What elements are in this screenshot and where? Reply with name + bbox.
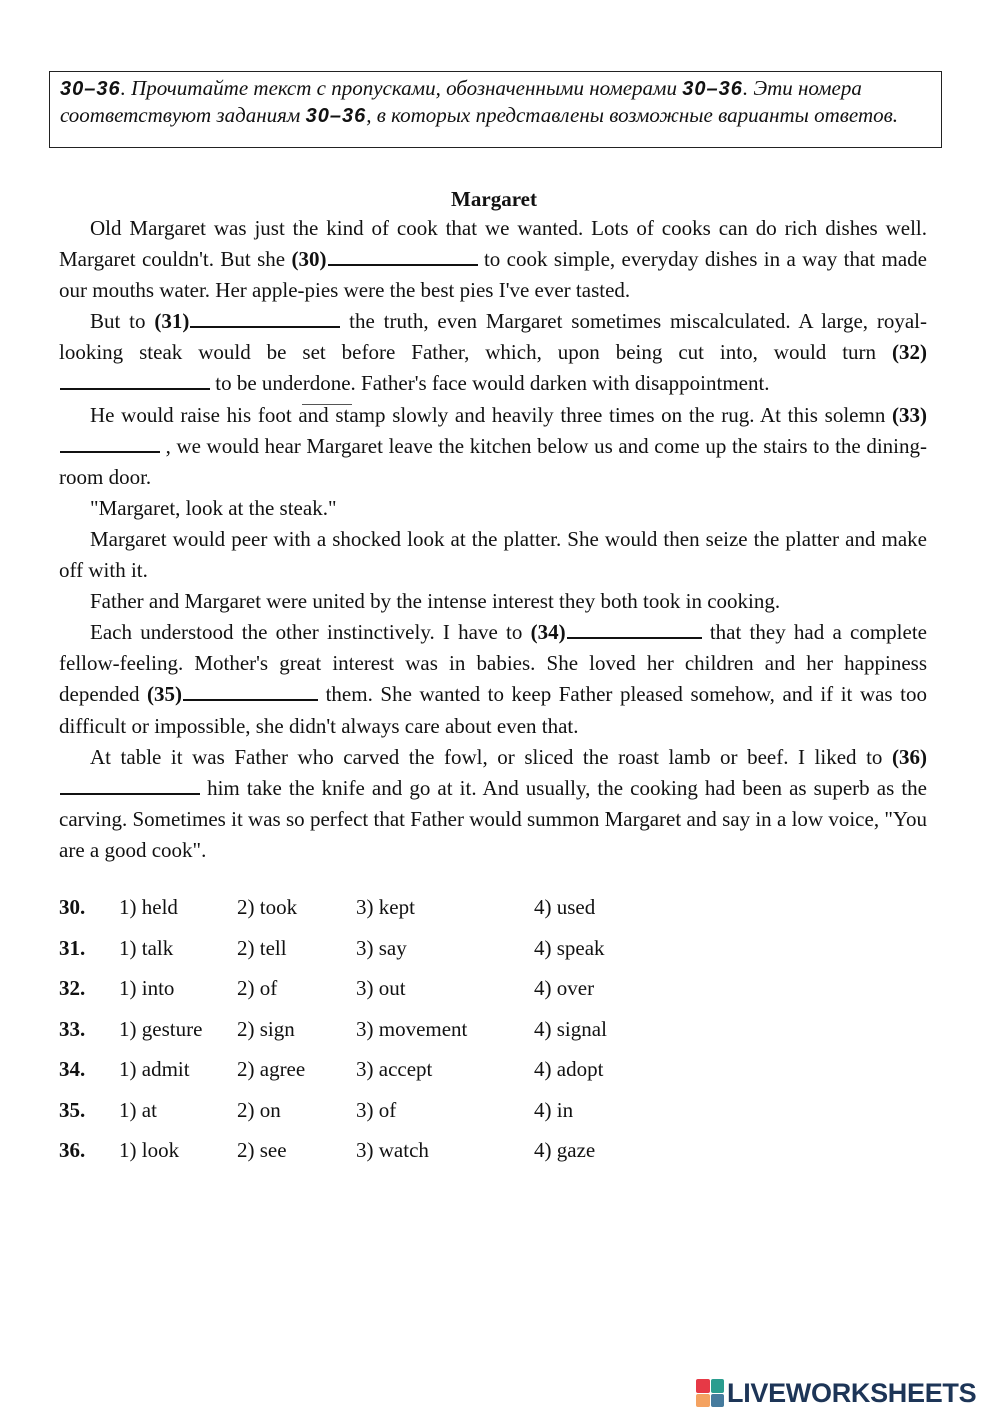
task-range: 30–36	[682, 78, 743, 100]
answer-option[interactable]: 2) sign	[237, 1016, 295, 1041]
text-span: He would raise his foot and stamp slowly and heavily three times on the rug. At this solemn	[90, 402, 892, 427]
gap-number-32: (32)	[892, 340, 927, 365]
option-row	[59, 1138, 679, 1179]
answer-option[interactable]: 1) gesture	[119, 1016, 203, 1041]
logo-icon	[696, 1379, 724, 1407]
option-row	[59, 976, 679, 1017]
logo-square	[711, 1379, 725, 1393]
question-number: 34.	[59, 1057, 86, 1081]
answer-option[interactable]: 1) held	[119, 895, 178, 919]
answer-option[interactable]: 3) movement	[356, 1016, 468, 1041]
answer-option[interactable]: 1) admit	[119, 1057, 190, 1081]
paragraph	[59, 400, 927, 493]
answer-option[interactable]: 4) signal	[534, 1016, 607, 1041]
liveworksheets-logo[interactable]	[696, 1378, 976, 1408]
instructions-text: . Прочитайте текст с пропусками, обозначенными номерами	[120, 76, 683, 100]
answer-option[interactable]: 2) see	[237, 1138, 287, 1162]
option-row	[59, 1057, 679, 1098]
logo-square	[696, 1379, 710, 1393]
instructions-text: . Эти номера соответствуют заданиям	[60, 76, 862, 127]
answer-options	[59, 895, 679, 1179]
paragraph	[59, 524, 927, 586]
answer-option[interactable]: 2) took	[237, 895, 298, 919]
reading-text	[59, 213, 927, 866]
answer-option[interactable]: 4) over	[534, 976, 595, 1000]
overline-mark	[302, 404, 352, 405]
question-number: 36.	[59, 1138, 86, 1162]
gap-number-30: (30)	[291, 247, 327, 272]
text-span: But to	[90, 309, 155, 334]
task-range: 30–36	[305, 105, 367, 127]
question-number: 32.	[59, 976, 86, 1000]
gap-number-35: (35)	[147, 682, 183, 707]
answer-option[interactable]: 4) in	[534, 1097, 574, 1122]
logo-square	[711, 1394, 725, 1408]
answer-option[interactable]: 4) gaze	[534, 1138, 596, 1162]
text-span: Margaret would peer with a shocked look at the platter. She would then seize the platter and make off with it.	[59, 526, 927, 583]
answer-option[interactable]: 3) kept	[356, 895, 415, 919]
paragraph	[59, 493, 927, 524]
text-span: them. She wanted to keep Father pleased somehow, and if it was too difficult or impossible, she didn't always care about even that.	[59, 682, 927, 738]
gap-number-33: (33)	[892, 402, 927, 427]
answer-option[interactable]: 1) talk	[119, 935, 174, 960]
answer-option[interactable]: 2) of	[237, 976, 278, 1000]
logo-text: LIVEWORKSHEETS	[727, 1377, 977, 1408]
text-span: Father and Margaret were united by the intense interest they both took in cooking.	[90, 589, 781, 614]
logo-square	[696, 1394, 710, 1408]
answer-option[interactable]: 3) watch	[356, 1138, 429, 1162]
gap-36-blank[interactable]	[60, 773, 200, 795]
text-span: "Margaret, look at the steak."	[90, 495, 337, 520]
answer-option[interactable]: 2) tell	[237, 935, 287, 960]
text-span: At table it was Father who carved the fowl, or sliced the roast lamb or beef. I liked to	[90, 744, 892, 769]
option-row	[59, 936, 679, 977]
answer-option[interactable]: 2) on	[237, 1097, 281, 1122]
text-span: to cook simple, everyday dishes in a way that made our mouths water. Her apple-pies were the best pies I've ever tasted.	[59, 247, 928, 303]
text-span: , we would hear Margaret leave the kitchen below us and come up the stairs to the dining-room door.	[59, 433, 927, 489]
question-number: 31.	[59, 935, 86, 960]
option-row	[59, 1017, 679, 1058]
option-row	[59, 895, 679, 936]
gap-32-blank[interactable]	[60, 368, 210, 390]
answer-option[interactable]: 3) accept	[356, 1057, 433, 1081]
answer-option[interactable]: 3) say	[356, 935, 407, 960]
text-span: Old Margaret was just the kind of cook that we wanted. Lots of cooks can do rich dishes well. Margaret couldn't. But she	[59, 216, 927, 272]
gap-number-34: (34)	[530, 620, 566, 645]
instructions-box	[49, 71, 942, 148]
gap-number-31: (31)	[154, 309, 190, 334]
gap-number-36: (36)	[892, 744, 927, 769]
paragraph	[59, 586, 927, 617]
text-span: the truth, even Margaret sometimes miscalculated. A large, royal-looking steak would be set before Father, which, upon being cut into, would turn	[59, 309, 927, 365]
answer-option[interactable]: 2) agree	[237, 1057, 306, 1081]
paragraph	[59, 617, 927, 741]
gap-35-blank[interactable]	[183, 679, 318, 701]
paragraph	[59, 742, 927, 866]
gap-30-blank[interactable]	[328, 244, 478, 266]
answer-option[interactable]: 1) at	[119, 1097, 157, 1122]
text-span: him take the knife and go at it. And usually, the cooking had been as superb as the carving. Sometimes it was so perfect that Father would summon Margaret and say in a low voice, "You are a good cook".	[59, 775, 927, 862]
paragraph	[59, 306, 927, 399]
option-row	[59, 1098, 679, 1139]
answer-option[interactable]: 1) into	[119, 976, 175, 1000]
question-number: 30.	[59, 895, 86, 919]
answer-option[interactable]: 4) adopt	[534, 1057, 604, 1081]
task-range: 30–36	[60, 78, 121, 100]
gap-33-blank[interactable]	[60, 431, 160, 453]
text-span: Each understood the other instinctively. I have to	[90, 620, 531, 645]
page-title: Margaret	[451, 187, 537, 211]
answer-option[interactable]: 1) look	[119, 1138, 180, 1162]
question-number: 35.	[59, 1097, 86, 1122]
answer-option[interactable]: 3) out	[356, 976, 406, 1000]
answer-option[interactable]: 3) of	[356, 1097, 397, 1122]
answer-option[interactable]: 4) speak	[534, 935, 605, 960]
gap-34-blank[interactable]	[567, 617, 702, 639]
answer-option[interactable]: 4) used	[534, 895, 596, 919]
paragraph	[59, 213, 927, 306]
question-number: 33.	[59, 1016, 86, 1041]
text-span: that they had a complete fellow-feeling. Mother's great interest was in babies. She loved her children and her happiness depended	[59, 620, 927, 707]
instructions-text: , в которых представлены возможные варианты ответов.	[366, 103, 898, 127]
text-span: to be underdone. Father's face would darken with disappointment.	[210, 371, 770, 396]
gap-31-blank[interactable]	[190, 306, 340, 328]
